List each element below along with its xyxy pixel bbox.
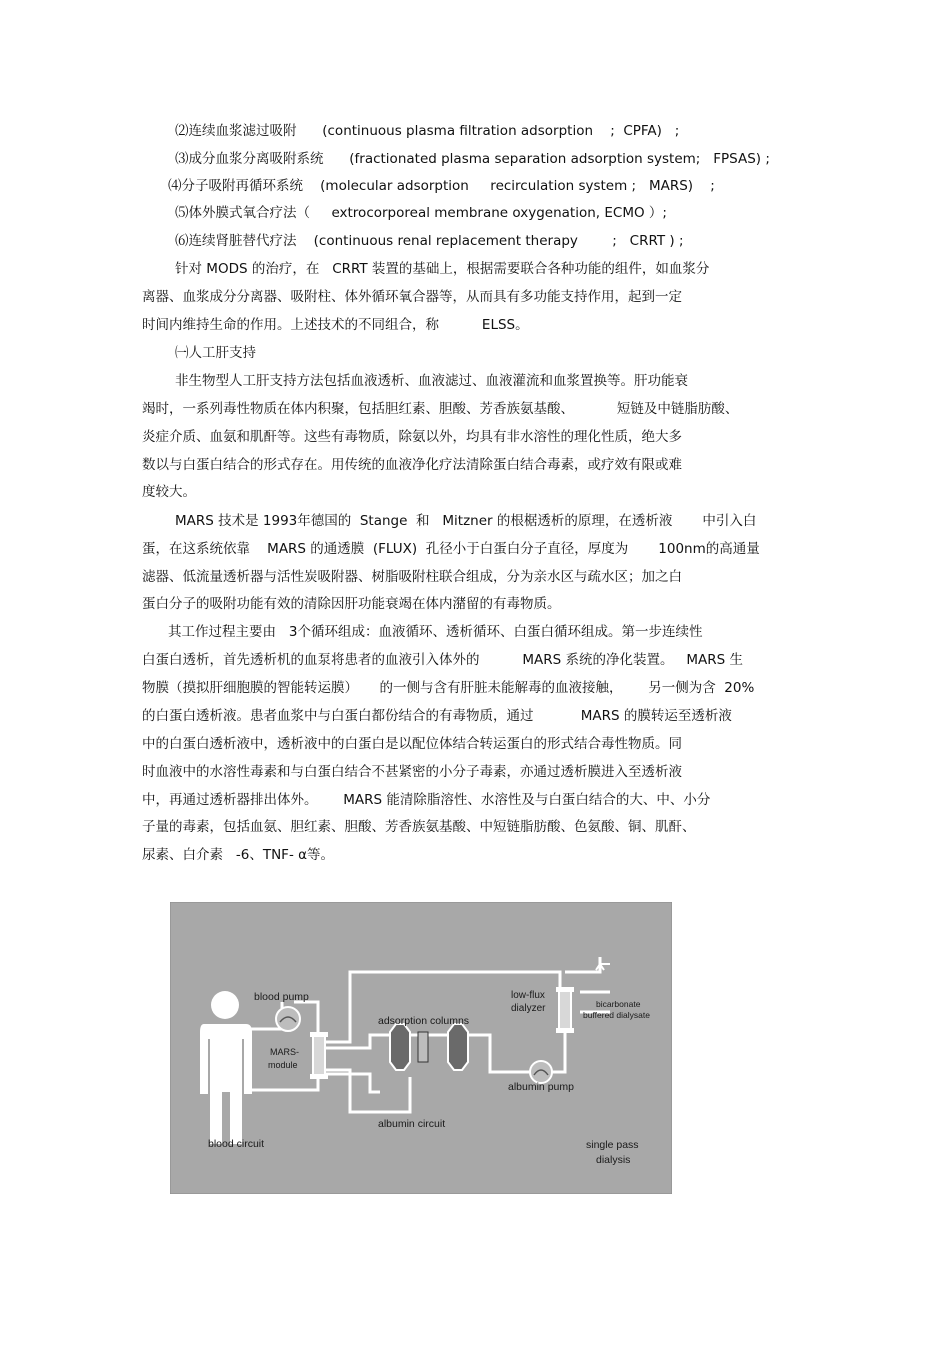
paragraph-3-line: 时血液中的水溶性毒素和与白蛋白结合不甚紧密的小分子毒素，亦通过透析膜进入至透析液: [142, 764, 682, 780]
label-low-flux-1: low-flux: [511, 990, 545, 1001]
paragraph-1-line: 竭时，一系列毒性物质在体内积聚，包括胆红素、胆酸、芳香族氨基酸、 短链及中链脂肪酸、: [142, 401, 739, 417]
label-blood-circuit: blood circuit: [208, 1138, 265, 1150]
paragraph-1-line: 非生物型人工肝支持方法包括血液透析、血液滤过、血液灌流和血浆置换等。肝功能衰: [175, 373, 688, 389]
mars-diagram: [170, 902, 672, 1194]
label-mars-module-1: MARS-: [270, 1047, 299, 1057]
paragraph-3-line: 白蛋白透析，首先透析机的血泵将患者的血液引入体外的 MARS 系统的净化装置。 MARS 生: [142, 652, 744, 668]
label-single-pass-2: dialysis: [596, 1154, 631, 1166]
low-flux-dialyzer-icon: [556, 987, 574, 1033]
blood-pump-icon: [276, 1007, 300, 1031]
label-bicarbonate-2: buffered dialysate: [583, 1010, 650, 1020]
list-item-crrt: ⑹连续肾脏替代疗法 (continuous renal replacement therapy ; CRRT ) ;: [175, 233, 684, 249]
label-blood-pump: blood pump: [254, 991, 309, 1003]
label-mars-module-2: module: [268, 1060, 298, 1070]
intro-line: 离器、血浆成分分离器、吸附柱、体外循环氧合器等，从而具有多功能支持作用，起到一定: [142, 289, 682, 305]
paragraph-2-line: MARS 技术是 1993年德国的 Stange 和 Mitzner 的根椐透析的原理，在透析液 中引入白: [175, 513, 757, 529]
adsorption-filter-icon: [418, 1032, 428, 1062]
adsorption-column-right-icon: [448, 1024, 468, 1070]
list-item-cpfa: ⑵连续血浆滤过吸附 (continuous plasma filtration adsorption ; CPFA) ;: [175, 123, 680, 139]
list-item-ecmo: ⑸体外膜式氧合疗法（ extrocorporeal membrane oxygenation, ECMO ）;: [175, 205, 667, 221]
intro-line: 时间内维持生命的作用。上述技术的不同组合，称 ELSS。: [142, 317, 529, 333]
paragraph-2-line: 蛋白分子的吸附功能有效的清除因肝功能衰竭在体内潴留的有毒物质。: [142, 596, 561, 612]
label-albumin-pump: albumin pump: [508, 1081, 574, 1093]
paragraph-3-line: 子量的毒素，包括血氨、胆红素、胆酸、芳香族氨基酸、中短链脂肪酸、色氨酸、铜、肌酐、: [142, 819, 696, 835]
mars-diagram-svg: [170, 902, 672, 1194]
paragraph-3-line: 的白蛋白透析液。患者血浆中与白蛋白都份结合的有毒物质，通过 MARS 的膜转运至透析液: [142, 708, 732, 724]
adsorption-column-left-icon: [390, 1024, 410, 1070]
paragraph-3-line: 物膜（摸拟肝细胞膜的智能转运膜） 的一侧与含有肝脏未能解毒的血液接触， 另一侧为含 20%: [142, 680, 755, 696]
paragraph-1-line: 度较大。: [142, 484, 196, 500]
paragraph-3-line: 其工作过程主要由 3个循环组成：血液循环、透析循环、白蛋白循环组成。第一步连续性: [168, 624, 703, 640]
mars-module-icon: [310, 1032, 328, 1079]
paragraph-3-line: 中的白蛋白透析液中，透析液中的白蛋白是以配位体结合转运蛋白的形式结合毒性物质。同: [142, 736, 682, 752]
albumin-pump-icon: [530, 1061, 552, 1083]
intro-line: 针对 MODS 的治疗，在 CRRT 装置的基础上，根据需要联合各种功能的组件，如血浆分: [175, 261, 710, 277]
paragraph-3-line: 中，再通过透析器排出体外。 MARS 能清除脂溶性、水溶性及与白蛋白结合的大、中、小分: [142, 792, 711, 808]
paragraph-3-line: 尿素、白介素 -6、TNF- α等。: [142, 847, 335, 863]
paragraph-2-line: 滤器、低流量透析器与活性炭吸附器、树脂吸附柱联合组成，分为亲水区与疏水区；加之白: [142, 569, 682, 585]
label-low-flux-2: dialyzer: [511, 1003, 546, 1014]
label-single-pass-1: single pass: [586, 1139, 639, 1151]
list-item-mars: ⑷分子吸附再循环系统 (molecular adsorption recirculation system ; MARS) ;: [168, 178, 715, 194]
label-adsorption-columns: adsorption columns: [378, 1015, 470, 1027]
list-item-fpsas: ⑶成分血浆分离吸附系统 (fractionated plasma separation adsorption system; FPSAS) ;: [175, 151, 770, 167]
paragraph-1-line: 数以与白蛋白结合的形式存在。用传统的血液净化疗法清除蛋白结合毒素，或疗效有限或难: [142, 457, 682, 473]
paragraph-2-line: 蛋，在这系统依靠 MARS 的通透膜 (FLUX) 孔径小于白蛋白分子直径，厚度为 100nm的高通量: [142, 541, 760, 557]
label-bicarbonate-1: bicarbonate: [596, 999, 641, 1009]
section-heading: ㈠人工肝支持: [175, 345, 256, 361]
label-albumin-circuit: albumin circuit: [378, 1118, 446, 1130]
paragraph-1-line: 炎症介质、血氨和肌酐等。这些有毒物质，除氨以外，均具有非水溶性的理化性质，绝大多: [142, 429, 682, 445]
